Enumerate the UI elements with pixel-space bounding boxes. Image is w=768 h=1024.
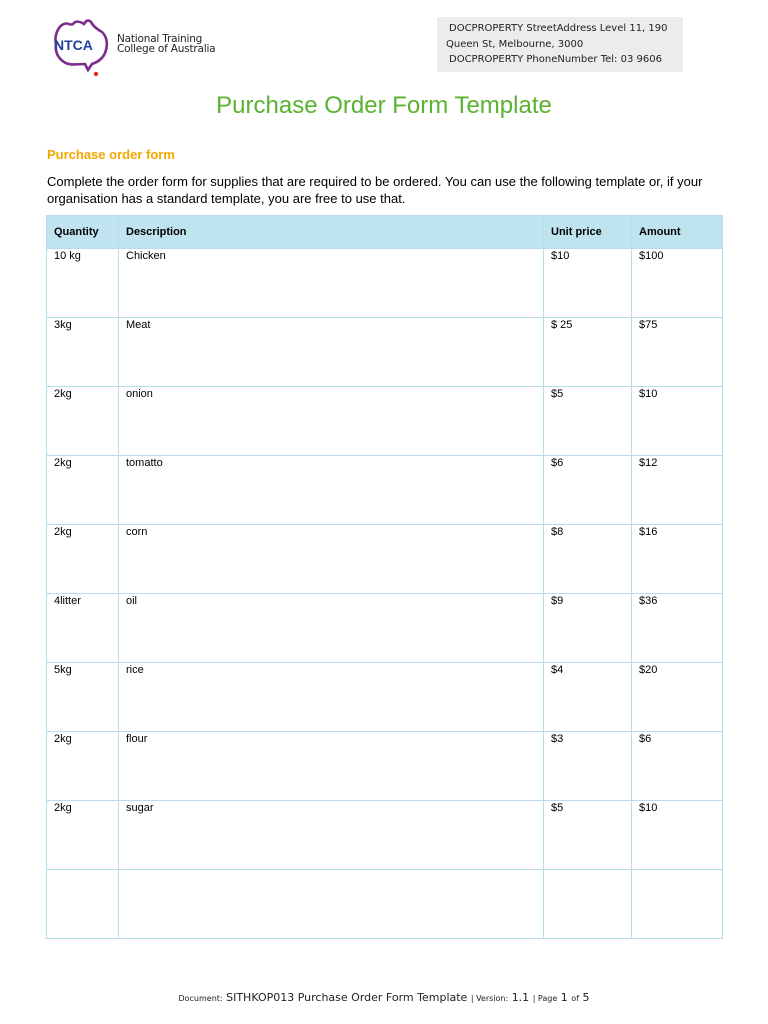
cell-quantity — [47, 870, 119, 939]
cell-unit-price: $8 — [544, 525, 632, 594]
footer-doc-name: SITHKOP013 Purchase Order Form Template — [226, 991, 468, 1004]
cell-quantity: 10 kg — [47, 249, 119, 318]
cell-unit-price — [544, 870, 632, 939]
intro-paragraph: Complete the order form for supplies that are required to be ordered. You can use the following template or, if your organisation has a standard template, you are free to use that. — [47, 174, 703, 206]
cell-amount — [632, 870, 723, 939]
table-row — [47, 318, 723, 387]
cell-unit-price: $3 — [544, 732, 632, 801]
cell-amount: $16 — [632, 525, 723, 594]
table-row — [47, 801, 723, 870]
table-row — [47, 663, 723, 732]
cell-amount: $20 — [632, 663, 723, 732]
cell-description: oil — [119, 594, 544, 663]
table-row — [47, 525, 723, 594]
footer-page-number: 1 — [560, 991, 568, 1004]
address-line-2: Queen St, Melbourne, 3000 — [446, 39, 584, 50]
cell-quantity: 5kg — [47, 663, 119, 732]
table-row — [47, 387, 723, 456]
footer-doc-label: Document: — [178, 994, 223, 1003]
cell-unit-price: $6 — [544, 456, 632, 525]
logo-abbrev: NTCA — [54, 37, 93, 53]
logo-line-2: College of Australia — [117, 43, 216, 55]
table-row — [47, 870, 723, 939]
footer-version-label: | Version: — [470, 994, 509, 1003]
cell-amount: $75 — [632, 318, 723, 387]
cell-amount: $10 — [632, 801, 723, 870]
cell-description: Meat — [119, 318, 544, 387]
footer-version: 1.1 — [511, 991, 530, 1004]
page-footer — [0, 991, 768, 1004]
footer-page-total: 5 — [582, 991, 590, 1004]
cell-description: rice — [119, 663, 544, 732]
cell-quantity: 2kg — [47, 525, 119, 594]
footer-of-label: of — [571, 994, 580, 1003]
table-row — [47, 732, 723, 801]
footer-page-label: | Page — [532, 994, 558, 1003]
cell-quantity: 3kg — [47, 318, 119, 387]
cell-quantity: 2kg — [47, 801, 119, 870]
cell-quantity: 2kg — [47, 456, 119, 525]
cell-description: Chicken — [119, 249, 544, 318]
cell-quantity: 4litter — [47, 594, 119, 663]
cell-description: flour — [119, 732, 544, 801]
cell-amount: $36 — [632, 594, 723, 663]
cell-description: onion — [119, 387, 544, 456]
cell-description: sugar — [119, 801, 544, 870]
column-header-quantity: Quantity — [47, 216, 119, 249]
cell-amount: $100 — [632, 249, 723, 318]
cell-amount: $12 — [632, 456, 723, 525]
cell-description — [119, 870, 544, 939]
table-row — [47, 594, 723, 663]
cell-unit-price: $4 — [544, 663, 632, 732]
cell-description: corn — [119, 525, 544, 594]
cell-unit-price: $9 — [544, 594, 632, 663]
section-heading: Purchase order form — [47, 147, 175, 162]
cell-description: tomatto — [119, 456, 544, 525]
table-row — [47, 249, 723, 318]
cell-unit-price: $10 — [544, 249, 632, 318]
cell-amount: $10 — [632, 387, 723, 456]
cell-amount: $6 — [632, 732, 723, 801]
column-header-amount: Amount — [632, 216, 723, 249]
logo-line-1: National Training — [117, 33, 203, 45]
column-header-description: Description — [119, 216, 544, 249]
address-box — [437, 17, 683, 72]
logo-name — [117, 34, 215, 54]
cell-unit-price: $5 — [544, 801, 632, 870]
cell-quantity: 2kg — [47, 732, 119, 801]
column-header-unit-price: Unit price — [544, 216, 632, 249]
address-line-3: DOCPROPERTY PhoneNumber Tel: 03 9606 — [449, 54, 662, 65]
ntca-logo — [48, 18, 224, 80]
table-row — [47, 456, 723, 525]
cell-unit-price: $ 25 — [544, 318, 632, 387]
address-line-1: DOCPROPERTY StreetAddress Level 11, 190 — [449, 23, 668, 34]
table-header-row — [47, 216, 723, 249]
cell-unit-price: $5 — [544, 387, 632, 456]
page-title: Purchase Order Form Template — [216, 92, 552, 119]
purchase-order-table — [46, 215, 723, 939]
cell-quantity: 2kg — [47, 387, 119, 456]
australia-map-icon — [48, 18, 118, 80]
